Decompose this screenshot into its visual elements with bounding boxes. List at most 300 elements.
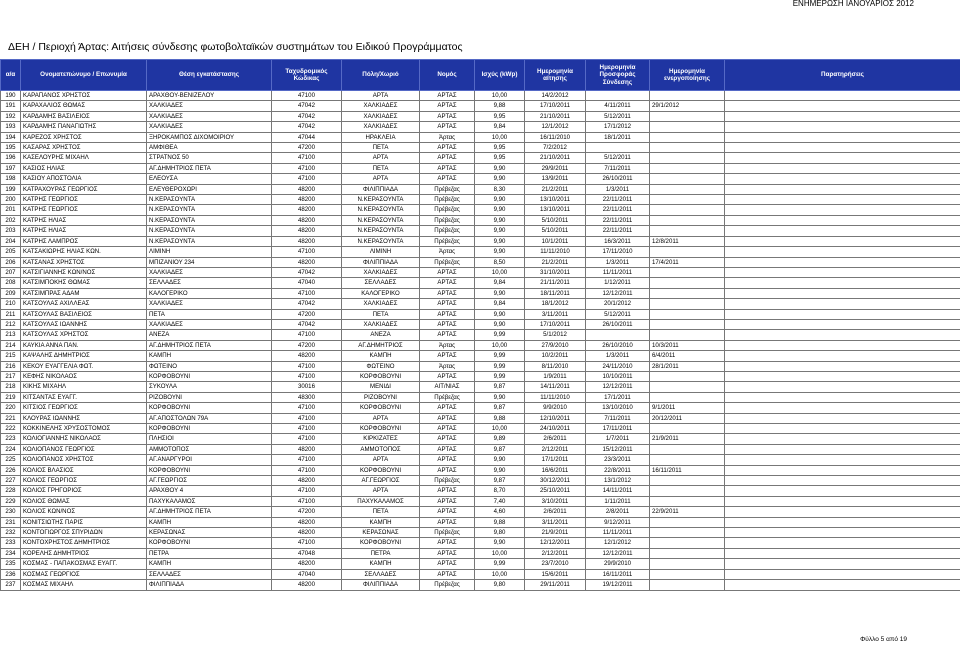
table-cell: 3/10/2011 bbox=[525, 496, 586, 506]
table-cell: ΑΡΤΑΣ bbox=[420, 455, 475, 465]
table-cell bbox=[725, 132, 960, 142]
table-cell: 235 bbox=[1, 559, 21, 569]
table-cell bbox=[650, 174, 725, 184]
table-cell bbox=[725, 236, 960, 246]
table-cell: ΑΓ.ΔΗΜΗΤΡΙΟΣ bbox=[342, 340, 420, 350]
table-cell: ΚΟΝΤΟΧΡΗΣΤΟΣ ΔΗΜΗΤΡΙΟΣ bbox=[21, 538, 147, 548]
table-cell: 48200 bbox=[272, 195, 342, 205]
table-cell: ΑΡΑΧΘΟΥ 4 bbox=[147, 486, 272, 496]
table-cell: 26/10/2011 bbox=[586, 319, 650, 329]
table-cell: 47100 bbox=[272, 496, 342, 506]
table-cell: ΑΡΤΑΣ bbox=[420, 91, 475, 101]
table-row bbox=[1, 309, 960, 319]
table-cell: ΑΡΤΑΣ bbox=[420, 569, 475, 579]
table-row bbox=[1, 548, 960, 558]
table-cell: ΚΑΜΠΗ bbox=[342, 559, 420, 569]
table-cell: 47042 bbox=[272, 299, 342, 309]
table-cell: 12/12/2011 bbox=[586, 548, 650, 558]
table-cell: 234 bbox=[1, 548, 21, 558]
table-cell: ΚΙΤΣΑΝΤΑΣ ΕΥΑΓΓ. bbox=[21, 392, 147, 402]
column-header: Ονοματεπώνυμο / Επωνυμία bbox=[21, 60, 147, 91]
table-cell: 8,70 bbox=[475, 486, 525, 496]
table-cell bbox=[650, 184, 725, 194]
table-cell: 7,40 bbox=[475, 496, 525, 506]
table-cell: ΠΕΤΑ bbox=[342, 163, 420, 173]
table-cell: 47042 bbox=[272, 267, 342, 277]
table-cell: 48200 bbox=[272, 226, 342, 236]
table-cell bbox=[725, 288, 960, 298]
table-cell bbox=[650, 486, 725, 496]
table-cell: 1/9/2011 bbox=[525, 371, 586, 381]
table-cell bbox=[650, 330, 725, 340]
table-cell: ΑΡΤΑΣ bbox=[420, 444, 475, 454]
table-cell: 48200 bbox=[272, 559, 342, 569]
table-cell bbox=[725, 424, 960, 434]
table-cell: ΑΡΤΑ bbox=[342, 455, 420, 465]
table-cell bbox=[725, 392, 960, 402]
table-cell: 47200 bbox=[272, 507, 342, 517]
table-cell bbox=[650, 319, 725, 329]
table-cell: 47100 bbox=[272, 371, 342, 381]
table-row bbox=[1, 528, 960, 538]
table-cell: ΚΑΣΑΡΑΣ ΧΡΗΣΤΟΣ bbox=[21, 143, 147, 153]
table-cell bbox=[725, 111, 960, 121]
table-cell: ΚΛΟΥΡΑΣ ΙΩΑΝΝΗΣ bbox=[21, 413, 147, 423]
table-cell: ΛΙΜΙΝΗ bbox=[147, 247, 272, 257]
table-cell: Πρέβεζας bbox=[420, 392, 475, 402]
table-cell: 3/11/2011 bbox=[525, 309, 586, 319]
table-cell: 2/8/2011 bbox=[586, 507, 650, 517]
table-cell: ΣΕΛΛΑΔΕΣ bbox=[147, 569, 272, 579]
table-cell: ΑΡΤΑΣ bbox=[420, 278, 475, 288]
table-row bbox=[1, 382, 960, 392]
table-cell: 9,84 bbox=[475, 278, 525, 288]
table-cell: 14/2/2012 bbox=[525, 91, 586, 101]
table-cell: 12/12/2011 bbox=[525, 538, 586, 548]
table-cell: 204 bbox=[1, 236, 21, 246]
table-cell: 9,90 bbox=[475, 236, 525, 246]
table-cell: 9,80 bbox=[475, 580, 525, 590]
table-cell: 225 bbox=[1, 455, 21, 465]
table-cell: ΑΡΤΑ bbox=[342, 174, 420, 184]
table-cell: 9,99 bbox=[475, 330, 525, 340]
table-cell: ΑΡΤΑΣ bbox=[420, 507, 475, 517]
table-cell bbox=[725, 122, 960, 132]
table-cell: 212 bbox=[1, 319, 21, 329]
table-cell: ΚΑΤΡΗΣ ΛΑΜΠΡΟΣ bbox=[21, 236, 147, 246]
table-cell: ΑΓ.ΓΕΩΡΓΙΟΣ bbox=[147, 476, 272, 486]
table-cell: 48200 bbox=[272, 184, 342, 194]
table-cell: 47200 bbox=[272, 340, 342, 350]
table-cell: ΑΡΤΑΣ bbox=[420, 122, 475, 132]
table-cell: ΚΑΤΣΟΥΛΑΣ ΧΡΗΣΤΟΣ bbox=[21, 330, 147, 340]
table-cell bbox=[650, 371, 725, 381]
table-cell: 8,50 bbox=[475, 257, 525, 267]
table-cell: 9,87 bbox=[475, 403, 525, 413]
table-cell: ΣΤΡΑΤΝΟΣ 50 bbox=[147, 153, 272, 163]
table-cell: 7/11/2011 bbox=[586, 413, 650, 423]
table-cell: 1/3/2011 bbox=[586, 257, 650, 267]
table-cell bbox=[725, 195, 960, 205]
table-cell bbox=[725, 538, 960, 548]
table-cell bbox=[725, 413, 960, 423]
table-cell: ΚΟΛΙΟΠΑΝΟΣ ΓΕΩΡΓΙΟΣ bbox=[21, 444, 147, 454]
table-cell: 26/10/2011 bbox=[586, 174, 650, 184]
table-cell: 9,90 bbox=[475, 309, 525, 319]
table-cell: 21/10/2011 bbox=[525, 111, 586, 121]
table-cell: 237 bbox=[1, 580, 21, 590]
table-cell: ΚΙΚΗΣ ΜΙΧΑΗΛ bbox=[21, 382, 147, 392]
table-cell: Πρέβεζας bbox=[420, 215, 475, 225]
table-cell: 47040 bbox=[272, 278, 342, 288]
table-cell: 23/7/2010 bbox=[525, 559, 586, 569]
table-cell: 48200 bbox=[272, 580, 342, 590]
table-cell: ΚΑΜΠΗ bbox=[147, 517, 272, 527]
table-cell: 9,99 bbox=[475, 371, 525, 381]
table-cell bbox=[650, 424, 725, 434]
table-cell: ΚΟΛΙΟΠΑΝΟΣ ΧΡΗΣΤΟΣ bbox=[21, 455, 147, 465]
table-cell: ΚΑΤΣΑΚΙΩΡΗΣ ΗΛΙΑΣ ΚΩΝ. bbox=[21, 247, 147, 257]
table-cell: 47100 bbox=[272, 247, 342, 257]
table-cell: Άρτας bbox=[420, 247, 475, 257]
column-header: Ημερομηνία ενεργοποίησης bbox=[650, 60, 725, 91]
table-cell: 18/1/2012 bbox=[525, 299, 586, 309]
table-cell: 8/11/2010 bbox=[525, 361, 586, 371]
table-cell: 23/3/2011 bbox=[586, 455, 650, 465]
table-cell: 30016 bbox=[272, 382, 342, 392]
table-cell: Ν.ΚΕΡΑΣΟΥΝΤΑ bbox=[147, 226, 272, 236]
table-cell: ΑΙΤ/ΝΙΑΣ bbox=[420, 382, 475, 392]
table-row bbox=[1, 267, 960, 277]
table-cell: 22/11/2011 bbox=[586, 226, 650, 236]
table-cell: 22/11/2011 bbox=[586, 215, 650, 225]
table-cell bbox=[725, 517, 960, 527]
table-row bbox=[1, 205, 960, 215]
table-cell: 231 bbox=[1, 517, 21, 527]
table-row bbox=[1, 153, 960, 163]
table-cell: ΧΑΛΚΙΑΔΕΣ bbox=[342, 267, 420, 277]
table-cell: ΛΙΜΙΝΗ bbox=[342, 247, 420, 257]
table-cell: 10,00 bbox=[475, 132, 525, 142]
table-cell: 29/11/2011 bbox=[525, 580, 586, 590]
table-cell: ΚΕΚΟΥ ΕΥΑΓΓΕΛΙΑ ΦΩΤ. bbox=[21, 361, 147, 371]
table-cell: 21/10/2011 bbox=[525, 153, 586, 163]
table-cell: ΚΑΜΠΗ bbox=[147, 559, 272, 569]
table-cell: ΚΟΡΦΟΒΟΥΝΙ bbox=[147, 403, 272, 413]
table-cell: 229 bbox=[1, 496, 21, 506]
table-cell: ΑΡΤΑΣ bbox=[420, 434, 475, 444]
table-cell: 9,88 bbox=[475, 101, 525, 111]
table-cell: ΚΑΡΑΠΑΝΟΣ ΧΡΗΣΤΟΣ bbox=[21, 91, 147, 101]
table-row bbox=[1, 257, 960, 267]
table-cell: 9,84 bbox=[475, 122, 525, 132]
table-cell: 9,90 bbox=[475, 455, 525, 465]
table-cell bbox=[650, 215, 725, 225]
table-cell: 16/6/2011 bbox=[525, 465, 586, 475]
table-cell: 10,00 bbox=[475, 548, 525, 558]
table-cell: 5/12/2011 bbox=[586, 111, 650, 121]
table-cell: 10,00 bbox=[475, 91, 525, 101]
table-cell: ΞΗΡΟΚΑΜΠΟΣ ΔΙΧΟΜΟΙΡΙΟΥ bbox=[147, 132, 272, 142]
table-cell: ΚΟΡΦΟΒΟΥΝΙ bbox=[342, 403, 420, 413]
table-cell: 47200 bbox=[272, 309, 342, 319]
table-cell bbox=[650, 288, 725, 298]
table-cell: 16/3/2011 bbox=[586, 236, 650, 246]
table-cell: ΚΑΤΣΙΜΠΡΑΣ ΑΔΑΜ bbox=[21, 288, 147, 298]
table-row bbox=[1, 278, 960, 288]
table-cell: Ν.ΚΕΡΑΣΟΥΝΤΑ bbox=[147, 236, 272, 246]
table-cell: 13/10/2010 bbox=[586, 403, 650, 413]
table-cell bbox=[650, 309, 725, 319]
table-cell: 206 bbox=[1, 257, 21, 267]
table-cell: 18/11/2011 bbox=[525, 288, 586, 298]
table-cell: ΚΑΛΟΓΕΡΙΚΟ bbox=[342, 288, 420, 298]
table-cell: ΠΑΧΥΚΑΛΑΜΟΣ bbox=[342, 496, 420, 506]
table-cell: 15/12/2011 bbox=[586, 444, 650, 454]
table-body bbox=[1, 91, 960, 591]
table-cell bbox=[650, 538, 725, 548]
table-cell bbox=[650, 528, 725, 538]
table-cell: 47100 bbox=[272, 163, 342, 173]
table-row bbox=[1, 496, 960, 506]
table-row bbox=[1, 361, 960, 371]
table-cell: ΑΝΕΖΑ bbox=[342, 330, 420, 340]
column-header: Παρατηρήσεις bbox=[725, 60, 960, 91]
table-cell: ΑΡΤΑΣ bbox=[420, 330, 475, 340]
table-cell: 21/9/2011 bbox=[525, 528, 586, 538]
table-cell: ΚΑΡΔΑΜΗΣ ΒΑΣΙΛΕΙΟΣ bbox=[21, 111, 147, 121]
table-row bbox=[1, 559, 960, 569]
table-cell: 48200 bbox=[272, 528, 342, 538]
table-cell: 9,90 bbox=[475, 195, 525, 205]
table-cell bbox=[650, 559, 725, 569]
table-cell: ΚΑΤΡΑΧΟΥΡΑΣ ΓΕΩΡΓΙΟΣ bbox=[21, 184, 147, 194]
table-cell: ΦΙΛΙΠΠΙΑΔΑ bbox=[147, 580, 272, 590]
table-row bbox=[1, 392, 960, 402]
table-cell: 22/8/2011 bbox=[586, 465, 650, 475]
table-cell: ΚΑΣΕΛΟΥΡΗΣ ΜΙΧΑΗΛ bbox=[21, 153, 147, 163]
table-cell: 47100 bbox=[272, 413, 342, 423]
table-row bbox=[1, 215, 960, 225]
table-row bbox=[1, 226, 960, 236]
table-header-row bbox=[1, 60, 960, 91]
table-cell: ΚΟΡΕΛΗΣ ΔΗΜΗΤΡΙΟΣ bbox=[21, 548, 147, 558]
table-cell: 10,00 bbox=[475, 424, 525, 434]
table-cell: 12/8/2011 bbox=[650, 236, 725, 246]
table-cell: 21/9/2011 bbox=[650, 434, 725, 444]
table-cell: Ν.ΚΕΡΑΣΟΥΝΤΑ bbox=[342, 215, 420, 225]
table-cell bbox=[650, 278, 725, 288]
table-cell: 9,87 bbox=[475, 476, 525, 486]
table-cell: Πρέβεζας bbox=[420, 528, 475, 538]
table-cell: ΕΛΕΥΘΕΡΟΧΩΡΙ bbox=[147, 184, 272, 194]
table-cell: ΑΓ.ΔΗΜΗΤΡΙΟΣ ΠΕΤΑ bbox=[147, 507, 272, 517]
table-cell: 18/1/2011 bbox=[586, 132, 650, 142]
column-header: Ημερομηνία Προσφοράς Σύνδεσης bbox=[586, 60, 650, 91]
table-cell: 6/4/2011 bbox=[650, 351, 725, 361]
table-cell: 202 bbox=[1, 215, 21, 225]
table-cell: ΣΕΛΛΑΔΕΣ bbox=[342, 278, 420, 288]
table-cell: 201 bbox=[1, 205, 21, 215]
table-cell: 47100 bbox=[272, 465, 342, 475]
table-cell: 211 bbox=[1, 309, 21, 319]
table-cell: ΚΟΛΙΟΣ ΒΛΑΣΙΟΣ bbox=[21, 465, 147, 475]
table-cell: ΚΑΣΙΟΣ ΗΛΙΑΣ bbox=[21, 163, 147, 173]
table-cell: ΑΜΜΟΤΟΠΟΣ bbox=[147, 444, 272, 454]
table-cell: ΠΕΤΑ bbox=[342, 507, 420, 517]
table-cell: 223 bbox=[1, 434, 21, 444]
table-cell: Ν.ΚΕΡΑΣΟΥΝΤΑ bbox=[342, 236, 420, 246]
table-row bbox=[1, 569, 960, 579]
table-cell bbox=[650, 132, 725, 142]
table-cell: 230 bbox=[1, 507, 21, 517]
table-cell: 1/3/2011 bbox=[586, 184, 650, 194]
table-cell: ΚΑΨΑΛΗΣ ΔΗΜΗΤΡΙΟΣ bbox=[21, 351, 147, 361]
table-cell bbox=[725, 143, 960, 153]
table-cell bbox=[725, 496, 960, 506]
table-cell bbox=[650, 195, 725, 205]
table-cell: 20/12/2011 bbox=[650, 413, 725, 423]
table-cell: 191 bbox=[1, 101, 21, 111]
table-row bbox=[1, 465, 960, 475]
table-cell: ΧΑΛΚΙΑΔΕΣ bbox=[342, 319, 420, 329]
table-cell: ΚΑΤΡΗΣ ΓΕΩΡΓΙΟΣ bbox=[21, 195, 147, 205]
table-cell: 1/3/2011 bbox=[586, 351, 650, 361]
table-row bbox=[1, 444, 960, 454]
table-row bbox=[1, 371, 960, 381]
table-cell: ΑΡΤΑΣ bbox=[420, 174, 475, 184]
table-cell: ΑΡΤΑΣ bbox=[420, 267, 475, 277]
table-cell bbox=[725, 580, 960, 590]
table-cell: 2/12/2011 bbox=[525, 444, 586, 454]
table-cell: 20/1/2012 bbox=[586, 299, 650, 309]
table-cell: ΑΓ.ΔΗΜΗΤΡΙΟΣ ΠΕΤΑ bbox=[147, 340, 272, 350]
table-cell bbox=[725, 382, 960, 392]
table-cell: ΚΟΝΤΟΓΙΩΡΓΟΣ ΣΠΥΡΙΔΩΝ bbox=[21, 528, 147, 538]
table-cell: ΚΑΤΣΑΝΑΣ ΧΡΗΣΤΟΣ bbox=[21, 257, 147, 267]
table-cell: 236 bbox=[1, 569, 21, 579]
table-row bbox=[1, 91, 960, 101]
table-cell: ΑΡΤΑΣ bbox=[420, 319, 475, 329]
table-cell: 224 bbox=[1, 444, 21, 454]
table-cell: ΑΓ.ΑΠΟΣΤΟΛΩΝ 79Α bbox=[147, 413, 272, 423]
table-cell bbox=[725, 444, 960, 454]
table-cell bbox=[725, 507, 960, 517]
table-cell: 17/11/2011 bbox=[586, 424, 650, 434]
table-cell bbox=[650, 143, 725, 153]
table-cell: 10/2/2011 bbox=[525, 351, 586, 361]
table-cell: 22/11/2011 bbox=[586, 205, 650, 215]
table-cell bbox=[725, 153, 960, 163]
table-cell: ΧΑΛΚΙΑΔΕΣ bbox=[147, 101, 272, 111]
table-cell: ΑΡΤΑΣ bbox=[420, 299, 475, 309]
table-cell: ΡΙΖΟΒΟΥΝΙ bbox=[342, 392, 420, 402]
table-cell: ΚΑΣΙΟΥ ΑΠΟΣΤΟΛΙΑ bbox=[21, 174, 147, 184]
table-cell: ΚΟΣΜΑΣ ΜΙΧΑΗΛ bbox=[21, 580, 147, 590]
table-cell bbox=[650, 299, 725, 309]
table-cell: ΚΑΡΔΑΜΗΣ ΠΑΝΑΓΙΩΤΗΣ bbox=[21, 122, 147, 132]
table-cell: ΜΠΙΖΑΝΙΟΥ 234 bbox=[147, 257, 272, 267]
table-row bbox=[1, 247, 960, 257]
table-cell: 21/2/2011 bbox=[525, 257, 586, 267]
table-row bbox=[1, 476, 960, 486]
table-cell: 12/10/2011 bbox=[525, 413, 586, 423]
table-cell: ΑΡΑΧΘΟΥ-ΒΕΝΙΖΕΛΟΥ bbox=[147, 91, 272, 101]
table-cell bbox=[725, 174, 960, 184]
table-cell: ΠΕΤΡΑ bbox=[342, 548, 420, 558]
table-cell bbox=[725, 163, 960, 173]
table-cell: 13/10/2011 bbox=[525, 195, 586, 205]
page-title: ΔΕΗ / Περιοχή Άρτας: Αιτήσεις σύνδεσης φωτοβολταϊκών συστημάτων του Ειδικού Προγράμματος bbox=[8, 41, 463, 53]
table-cell bbox=[725, 215, 960, 225]
table-row bbox=[1, 538, 960, 548]
table-cell: 31/10/2011 bbox=[525, 267, 586, 277]
table-cell bbox=[725, 548, 960, 558]
table-row bbox=[1, 288, 960, 298]
table-cell: ΚΟΚΚΙΝΕΛΗΣ ΧΡΥΣΟΣΤΟΜΟΣ bbox=[21, 424, 147, 434]
page-footer: Φύλλο 5 από 19 bbox=[860, 636, 907, 643]
table-cell: 47100 bbox=[272, 153, 342, 163]
table-cell: 48200 bbox=[272, 351, 342, 361]
table-cell: 7/11/2011 bbox=[586, 163, 650, 173]
table-cell: 14/11/2011 bbox=[586, 486, 650, 496]
table-row bbox=[1, 507, 960, 517]
table-cell bbox=[650, 205, 725, 215]
table-cell: 47100 bbox=[272, 486, 342, 496]
table-cell bbox=[725, 476, 960, 486]
column-header: Ταχυδρομικός Κώδικας bbox=[272, 60, 342, 91]
table-cell: 9,88 bbox=[475, 413, 525, 423]
table-cell: 203 bbox=[1, 226, 21, 236]
table-cell bbox=[725, 465, 960, 475]
table-cell bbox=[725, 330, 960, 340]
table-cell: ΠΑΧΥΚΑΛΑΜΟΣ bbox=[147, 496, 272, 506]
table-cell: 9,89 bbox=[475, 434, 525, 444]
table-cell: 10,00 bbox=[475, 569, 525, 579]
table-row bbox=[1, 351, 960, 361]
table-cell: 9,90 bbox=[475, 174, 525, 184]
table-cell: ΚΟΡΦΟΒΟΥΝΙ bbox=[342, 424, 420, 434]
table-cell: ΚΟΡΦΟΒΟΥΝΙ bbox=[147, 424, 272, 434]
table-cell: 9,90 bbox=[475, 247, 525, 257]
table-cell: ΚΟΡΦΟΒΟΥΝΙ bbox=[147, 371, 272, 381]
table-cell: ΑΡΤΑΣ bbox=[420, 288, 475, 298]
update-label: ΕΝΗΜΕΡΩΣΗ ΙΑΝΟΥΑΡΙΟΣ 2012 bbox=[792, 0, 914, 8]
table-cell: 22/9/2011 bbox=[650, 507, 725, 517]
table-row bbox=[1, 132, 960, 142]
table-cell: 10/10/2011 bbox=[586, 371, 650, 381]
table-cell: 2/6/2011 bbox=[525, 434, 586, 444]
table-cell bbox=[725, 361, 960, 371]
table-cell: ΧΑΛΚΙΑΔΕΣ bbox=[147, 319, 272, 329]
table-cell: 9,90 bbox=[475, 163, 525, 173]
table-cell: 1/11/2011 bbox=[586, 496, 650, 506]
table-cell: 196 bbox=[1, 153, 21, 163]
table-cell: ΚΑΡΕΖΟΣ ΧΡΗΣΤΟΣ bbox=[21, 132, 147, 142]
table-cell bbox=[725, 559, 960, 569]
table-cell bbox=[725, 455, 960, 465]
table-cell: ΧΑΛΚΙΑΔΕΣ bbox=[147, 267, 272, 277]
table-row bbox=[1, 111, 960, 121]
table-cell bbox=[650, 153, 725, 163]
table-cell: 47042 bbox=[272, 111, 342, 121]
table-cell: 198 bbox=[1, 174, 21, 184]
table-cell: 47100 bbox=[272, 434, 342, 444]
table-cell: 219 bbox=[1, 392, 21, 402]
table-cell bbox=[650, 122, 725, 132]
table-cell bbox=[650, 267, 725, 277]
table-cell: 1/12/2011 bbox=[586, 278, 650, 288]
